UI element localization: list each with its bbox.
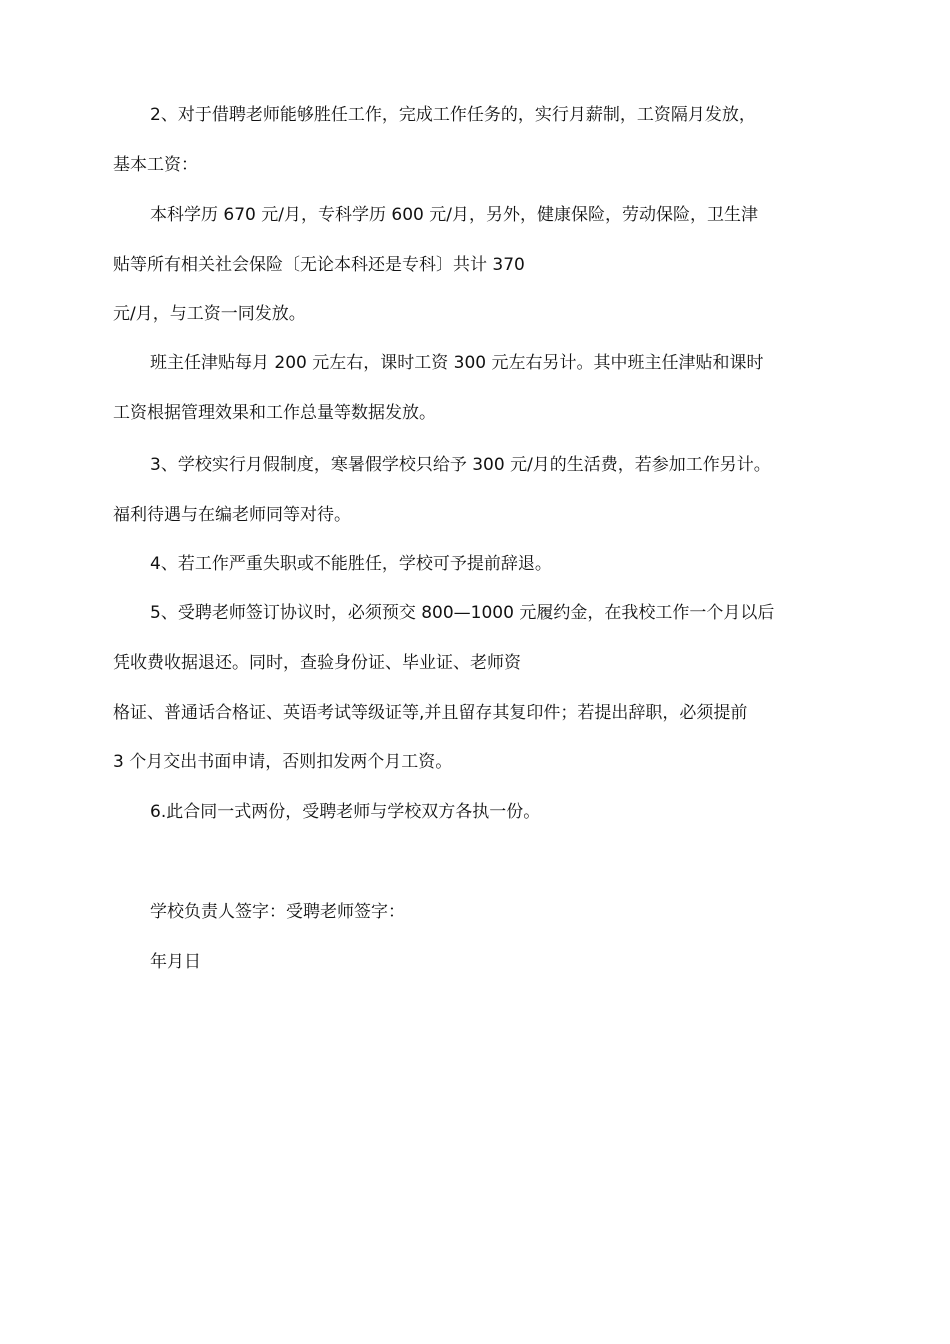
clause-5-line-4: 3 个月交出书面申请，否则扣发两个月工资。	[113, 752, 453, 772]
date-line: 年月日	[150, 952, 201, 972]
clause-5-line-3: 格证、普通话合格证、英语考试等级证等,并且留存其复印件；若提出辞职，必须提前	[113, 703, 748, 723]
clause-3-line-2: 福利待遇与在编老师同等对待。	[113, 505, 351, 525]
salary-line-3: 元/月，与工资一同发放。	[113, 304, 306, 324]
salary-line-2: 贴等所有相关社会保险〔无论本科还是专科〕共计 370	[113, 255, 525, 275]
clause-3-line-1: 3、学校实行月假制度，寒暑假学校只给予 300 元/月的生活费，若参加工作另计。	[150, 455, 771, 475]
clause-2-line-2: 基本工资：	[113, 155, 198, 175]
clause-2-line-1: 2、对于借聘老师能够胜任工作，完成工作任务的，实行月薪制，工资隔月发放，	[150, 105, 756, 125]
signature-line: 学校负责人签字：受聘老师签字：	[150, 902, 405, 922]
allowance-line-1: 班主任津贴每月 200 元左右，课时工资 300 元左右另计。其中班主任津贴和课时	[150, 353, 764, 373]
clause-5-line-1: 5、受聘老师签订协议时，必须预交 800—1000 元履约金，在我校工作一个月以后	[150, 603, 775, 623]
clause-4-line: 4、若工作严重失职或不能胜任，学校可予提前辞退。	[150, 554, 552, 574]
salary-line-1: 本科学历 670 元/月，专科学历 600 元/月，另外，健康保险，劳动保险，卫生津	[150, 205, 758, 225]
clause-6-line: 6.此合同一式两份，受聘老师与学校双方各执一份。	[150, 802, 541, 822]
clause-5-line-2: 凭收费收据退还。同时，查验身份证、毕业证、老师资	[113, 653, 521, 673]
allowance-line-2: 工资根据管理效果和工作总量等数据发放。	[113, 403, 436, 423]
